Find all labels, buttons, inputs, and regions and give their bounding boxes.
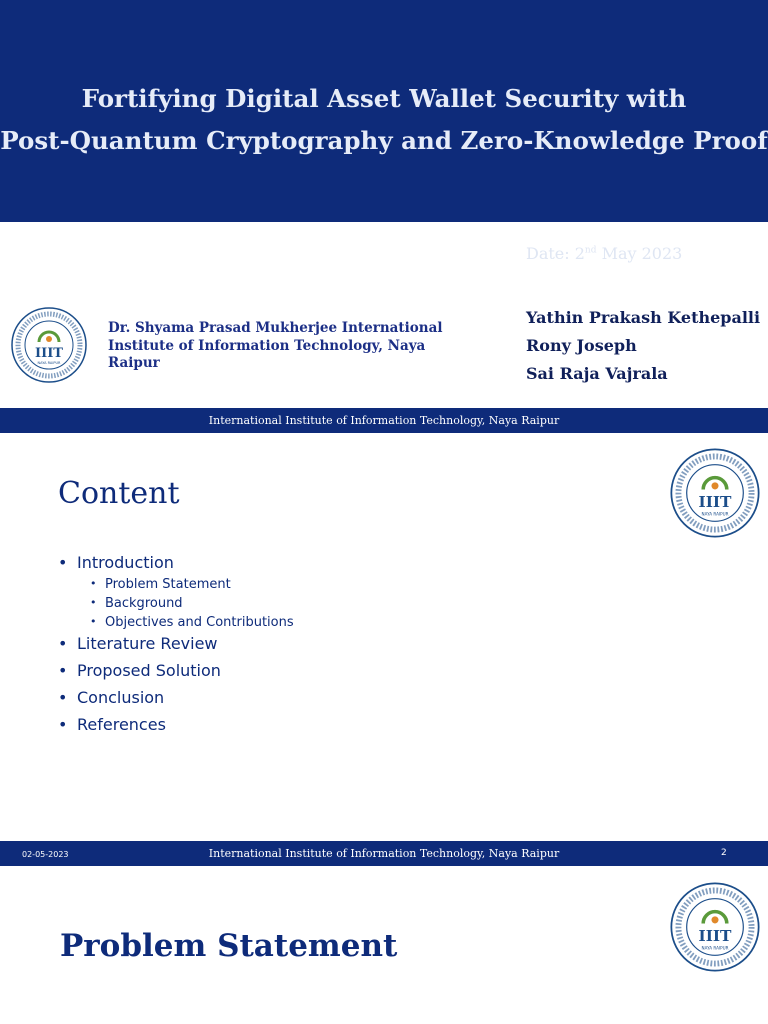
sub-list-item: • Background bbox=[77, 596, 294, 611]
list-item bbox=[58, 553, 294, 630]
logo-text: IIIT bbox=[698, 927, 732, 946]
sub-list-item: • Objectives and Contributions bbox=[77, 615, 294, 630]
slide-heading: Content bbox=[58, 476, 180, 511]
title-line-2: Post-Quantum Cryptography and Zero-Knowledge Proof bbox=[0, 126, 768, 155]
list-item: • Proposed Solution bbox=[58, 661, 294, 680]
footer-date: 02-05-2023 bbox=[22, 850, 69, 859]
list-item: • Conclusion bbox=[58, 688, 294, 707]
date-suffix: May 2023 bbox=[596, 244, 683, 263]
institute-logo-icon bbox=[669, 881, 761, 977]
footer-institution: International Institute of Information Technology, Naya Raipur bbox=[208, 847, 560, 860]
list-item: • References bbox=[58, 715, 294, 734]
author-name: Rony Joseph bbox=[526, 336, 637, 355]
date-superscript: nd bbox=[584, 245, 597, 256]
slide-footer bbox=[0, 841, 768, 866]
slide-heading: Problem Statement bbox=[60, 928, 398, 964]
date-prefix: Date: 2 bbox=[526, 244, 585, 263]
slide-footer bbox=[0, 408, 768, 433]
presentation-title bbox=[0, 78, 768, 162]
institute-logo-icon bbox=[10, 306, 88, 388]
logo-text: IIIT bbox=[698, 493, 732, 512]
logo-subtext: NAYA RAIPUR bbox=[701, 511, 729, 517]
title-line-1: Fortifying Digital Asset Wallet Security with bbox=[81, 84, 687, 113]
footer-institution: International Institute of Information Technology, Naya Raipur bbox=[208, 414, 560, 427]
author-name: Yathin Prakash Kethepalli bbox=[526, 308, 761, 327]
contents-list bbox=[58, 553, 294, 734]
sub-list-item: • Problem Statement bbox=[77, 577, 294, 592]
title-band bbox=[0, 0, 768, 222]
list-item: • Literature Review bbox=[58, 634, 294, 653]
institute-logo-icon bbox=[669, 447, 761, 543]
author-list bbox=[526, 304, 760, 388]
page-number: 2 bbox=[721, 848, 727, 858]
institution-name: Dr. Shyama Prasad Mukherjee International Institute of Information Technology, Naya Raipur bbox=[108, 320, 443, 371]
logo-text: IIIT bbox=[35, 346, 63, 361]
author-name: Sai Raja Vajrala bbox=[526, 364, 668, 383]
logo-subtext: NAYA RAIPUR bbox=[37, 361, 61, 365]
presentation-date bbox=[526, 244, 682, 263]
sub-list bbox=[77, 577, 294, 630]
logo-subtext: NAYA RAIPUR bbox=[701, 945, 729, 951]
list-item-label: Introduction bbox=[77, 553, 174, 572]
